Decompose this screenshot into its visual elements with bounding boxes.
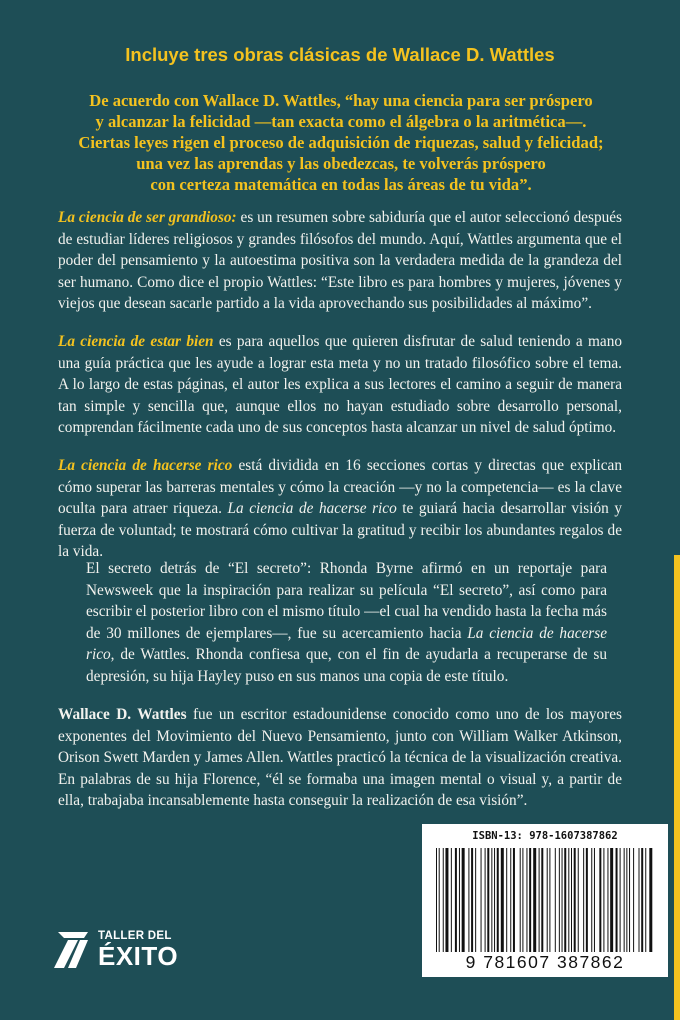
barcode-bar [445,848,448,952]
barcode-bar [497,848,499,952]
barcode-bar [491,848,492,952]
barcode-bar [468,848,469,952]
barcode-bar [506,848,507,952]
publisher-logo-icon [54,928,102,970]
barcode-bar [549,848,550,952]
secret-anecdote [86,558,607,688]
publisher-name-line1: TALLER DEL [98,930,172,942]
book-text: está dividida en 16 secciones cortas y directas que explican cómo superar las barreras mentales y cómo la creación —y no la competencia— es la clave oculta para atraer riqueza. [58,457,622,518]
book-title-inline: La ciencia de hacerse rico [86,624,608,664]
isbn-label: ISBN-13: 978-1607387862 [472,830,618,842]
barcode-bar [594,848,595,952]
barcode-bar [541,848,543,952]
isbn-digits: 9 781607 387862 [465,952,625,972]
intro-line: Ciertas leyes rigen el proceso de adquisición de riquezas, salud y felicidad; [78,133,604,152]
book-description-estar-bien [58,331,622,439]
secret-text: , de Wattles. Rhonda confiesa que, con el fin de ayudarla a recuperarse de su depresión, su hija Hayley puso en sus manos una copia de este título. [86,646,607,685]
barcode-bar [526,848,527,952]
barcode-bar [481,848,482,952]
barcode-bar [471,848,473,952]
book-title: La ciencia de hacerse rico [58,457,233,474]
intro-line: De acuerdo con Wallace D. Wattles, “hay una ciencia para ser próspero [89,91,593,110]
barcode-bar [645,848,646,952]
barcode-bar [586,848,588,952]
barcode-bar [485,848,486,952]
barcode-bar [620,848,621,952]
barcode-bar [603,848,604,952]
book-title-inline: La ciencia de hacerse rico [227,500,397,518]
intro-line: con certeza matemática en todas las áreas de tu vida”. [150,175,532,194]
barcode-bar [439,848,440,952]
barcode-bar [574,848,576,952]
barcode-bar [522,848,523,952]
barcode-bar [459,848,460,952]
secret-text: El secreto detrás de “El secreto”: Rhonda Byrne afirmó en un reportaje para Newsweek que la inspiración para realizar su película “El secreto”, así como para escribir el posterior libro con el mismo título —el cual ha vendido hasta la fecha más de 30 millones de ejemplares—, fue su acercamiento hacia [86,560,607,642]
barcode-bar [462,848,465,952]
barcode-bar [501,848,504,952]
book-description-hacerse-rico [58,455,622,563]
barcode-bar [564,848,566,952]
barcode-bar [629,848,630,952]
barcode-bar [641,848,643,952]
book-text: te guiará hacia desarrollar visión y fuerza de voluntad; te mostrará cómo cultivar la gratitud y recibir los abundantes regalos de la vida. [58,500,622,561]
barcode-bar [649,848,652,952]
book-title: La ciencia de estar bien [58,333,214,350]
barcode-bar [624,848,625,952]
barcode-bar [591,848,592,952]
barcode-bar [559,848,560,952]
barcode-bar [599,848,601,952]
barcode-bar [487,848,489,952]
book-text: es para aquellos que quieren disfrutar de salud teniendo a mano una guía práctica que les ayude a lograr esta meta y no un tratado filosófico sobre el tema. A lo largo de estas páginas, el autor les explica a sus lectores el camino a seguir de manera tan simple y sencilla que, aunque ellos no hayan estudiado sobre desarrollo personal, comprendan fácilmente cada uno de sus conceptos hasta alcanzar un nivel de salud óptimo. [58,333,622,437]
barcode-bar [520,848,521,952]
publisher-logo [54,928,194,972]
barcode-bar [436,848,437,952]
barcode-bar [455,848,457,952]
book-description-grandioso [58,207,622,315]
barcode-bar [607,848,608,952]
author-bio [58,704,622,812]
barcode-bar [583,848,584,952]
barcode-bar [562,848,563,952]
accent-stripe [674,555,680,1020]
barcode-bar [610,848,613,952]
barcode-bar [494,848,495,952]
barcode-bar [539,848,540,952]
book-text: es un resumen sobre sabiduría que el autor seleccionó después de estudiar líderes religiosos y grandes filósofos del mundo. Aquí, Wattles argumenta que el poder del pensamiento y la autoestima positiva son la verdadera medida de la grandeza del ser humano. Como dice el propio Wattles: “Este libro es para hombres y mujeres, jóvenes y viejos que desean sacarle partido a la vida aprovechando sus posibilidades al máximo”. [58,209,622,313]
barcode-bar [529,848,531,952]
barcode-bar [510,848,511,952]
headline: Incluye tres obras clásicas de Wallace D. Wattles [125,44,555,65]
barcode-bar [633,848,634,952]
intro-line: una vez las aprendas y las obedezcas, te volverás próspero [136,154,546,173]
barcode-bar [578,848,579,952]
barcode-bar [513,848,515,952]
isbn-barcode [422,824,668,977]
barcode-bar [626,848,627,952]
barcode-bar [533,848,536,952]
author-text: fue un escritor estadounidense conocido como uno de los mayores exponentes del Movimiento del Nuevo Pensamiento, junto con William Walker Atkinson, Orison Swett Marden y James Allen. Wattles practicó la técnica de la visualización creativa. En palabras de su hija Florence, “él se formaba una imagen mental o visual y, a partir de ella, trabajaba incansablemente hasta conseguir la realización de esa visión”. [58,706,622,810]
barcode-bars [436,848,654,952]
barcode-bar [571,848,572,952]
intro-quote [62,90,620,195]
publisher-name-line2: ÉXITO [98,941,179,971]
barcode-bar [568,848,569,952]
intro-line: y alcanzar la felicidad —tan exacta como el álgebra o la aritmética—. [95,112,587,131]
barcode-bar [616,848,618,952]
book-title: La ciencia de ser grandioso: [58,209,237,226]
barcode-bar [443,848,444,952]
barcode-bar [547,848,548,952]
barcode-bar [555,848,556,952]
author-name: Wallace D. Wattles [58,706,187,723]
barcode-bar [639,848,640,952]
barcode-bar [451,848,452,952]
barcode-bar [475,848,476,952]
